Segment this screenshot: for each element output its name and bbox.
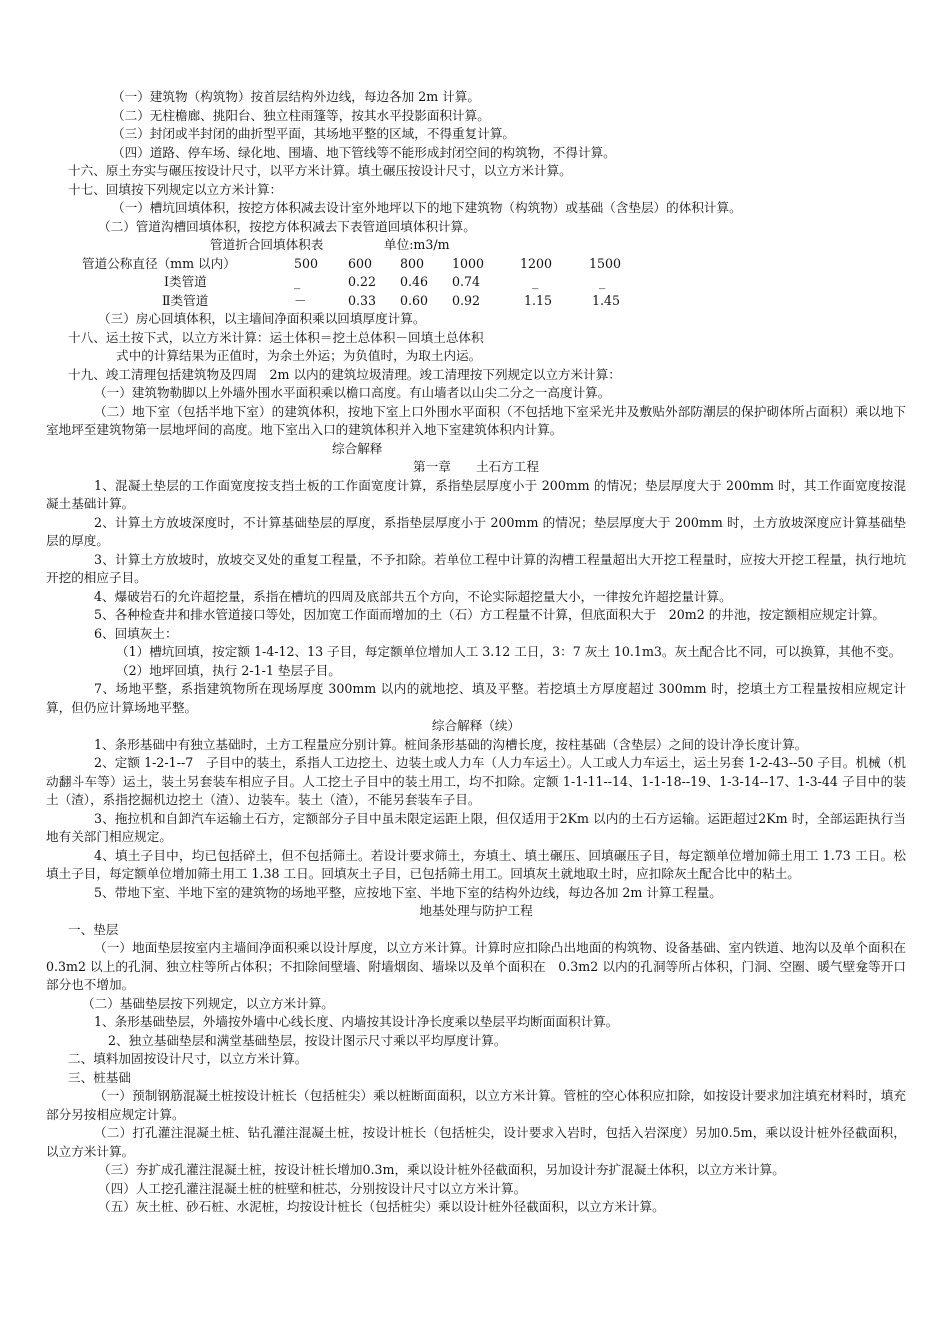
section-1-item-2a: 1、条形基础垫层，外墙按外墙中心线长度、内墙按其设计净长度乘以垫层平均断面面积计算。	[94, 1014, 619, 1029]
clause-3: （三）封闭或半封闭的曲折型平面，其场地平整的区域，不得重复计算。	[112, 126, 515, 141]
clause-1: （一）建筑物（构筑物）按首层结构外边线，每边各加 2m 计算。	[112, 89, 480, 104]
table-unit: 单位:m3/m	[384, 237, 450, 252]
item-18: 十八、运土按下式，以立方米计算：运土体积＝挖土总体积－回填土总体积	[68, 329, 484, 345]
section-3-item-1: （一）预制钢筋混凝土桩按设计桩长（包括桩尖）乘以桩断面面积，以立方米计算。管桩的空心体积应扣除，如按设计要求加注填充材料时，填充部分另按相应规定计算。	[46, 1088, 906, 1122]
table-header-cell: 600	[348, 255, 373, 271]
table-row	[46, 273, 906, 292]
explanation-item: 6、回填灰土：	[94, 625, 178, 641]
clause-2: （二）无柱檐廊、挑阳台、独立柱雨篷等，按其水平投影面积计算。	[112, 107, 490, 123]
chapter-heading: 第一章 土石方工程	[413, 459, 539, 474]
explanation-item: 2、定额 1-2-1--7 子目中的装土，系指人工边挖土、边装土或人力车（人力车运土）。人工或人力车运土，运土另套 1-2-43--50 子目。机械（机动翻斗车等）运土，装土另套装车相应子目。人工挖土子目中的装土用工，均不扣除。定额 1-1-11--14、1-1-18--19、1-3-14--17、1-3-44 子目中的装土（渣），系指挖掘机边挖土（渣）、边装车。装土（渣），不能另套装车子目。	[46, 755, 906, 807]
explanation-item: 1、条形基础中有独立基础时，土方工程量应分别计算。桩间条形基础的沟槽长度，按柱基础（含垫层）之间的设计净长度计算。	[94, 736, 808, 752]
table-cell: 0.46	[400, 274, 429, 289]
table-cell: 0.74	[452, 274, 481, 289]
section-3-item-2: （二）打孔灌注混凝土桩、钻孔灌注混凝土桩，按设计桩长（包括桩尖，设计要求入岩时，包括入岩深度）另加0.5m，乘以设计桩外径截面积，以立方米计算。	[46, 1125, 906, 1159]
section-1-item-2: （二）基础垫层按下列规定，以立方米计算。	[82, 995, 334, 1011]
explanation-item: 3、计算土方放坡时，放坡交叉处的重复工程量，不予扣除。若单位工程中计算的沟槽工程量超出大开挖工程量时，应按大开挖工程量，执行地坑开挖的相应子目。	[46, 551, 906, 585]
section-1-item-1: （一）地面垫层按室内主墙间净面积乘以设计厚度，以立方米计算。计算时应扣除凸出地面的构筑物、设备基础、室内铁道、地沟以及单个面积在 0.3m2 以上的孔洞、独立柱等所占体积；不扣除间壁墙、附墙烟囱、墙垛以及单个面积在 0.3m2 以内的孔洞等所占体积，门洞、空圈、暖气壁龛等开口部分也不增加。	[46, 940, 906, 992]
item-17-1: （一）槽坑回填体积，按挖方体积减去设计室外地坪以下的地下建筑物（构筑物）或基础（含垫层）的体积计算。	[112, 200, 742, 215]
table-cell: Ⅰ类管道	[164, 274, 207, 289]
table-cell: 0.60	[400, 292, 429, 308]
explanation-item: 7、场地平整，系指建筑物所在现场厚度 300mm 以内的就地挖、填及平整。若挖填土方厚度超过 300mm 时，挖填土方工程量按相应规定计算，但仍应计算场地平整。	[46, 681, 906, 715]
table-cell: 1.15	[524, 292, 553, 308]
section-3-item-3: （三）夯扩成孔灌注混凝土桩，按设计桩长增加0.3m，乘以设计桩外径截面积，另加设计夯扩混凝土体积，以立方米计算。	[98, 1162, 785, 1177]
table-cell: 1.45	[592, 292, 621, 308]
item-18-note: 式中的计算结果为正值时，为余土外运；为负值时，为取土内运。	[116, 348, 482, 363]
section-heading-foundation: 地基处理与防护工程	[419, 903, 533, 918]
explanation-item: 4、爆破岩石的允许超挖量，系指在槽坑的四周及底部共五个方向，不论实际超挖量大小，一律按允许超挖量计算。	[94, 588, 732, 604]
table-header-cell: 1200	[520, 255, 553, 271]
section-2-title: 二、填料加固按设计尺寸，以立方米计算。	[68, 1051, 308, 1066]
item-17: 十七、回填按下列规定以立方米计算：	[68, 181, 283, 197]
table-cell: _	[294, 274, 301, 289]
table-title: 管道折合回填体积表	[210, 237, 324, 252]
explanation-item: 3、拖拉机和自卸汽车运输土石方，定额部分子目中虽未限定运距上限，但仅适用于2Km 以内的土石方运输。运距超过2Km 时，全部运距执行当地有关部门相应规定。	[46, 810, 906, 844]
explanation-item: 4、填土子目中，均已包括碎土，但不包括筛土。若设计要求筛土，夯填土、填土碾压、回填碾压子目，每定额单位增加筛土用工 1.73 工日。松填土子目，每定额单位增加筛土用工 1.38 工日。回填灰土子目，已包括筛土用工。回填灰土就地取土时，应扣除灰土配合比中的粘土。	[46, 847, 906, 881]
clause-4: （四）道路、停车场、绿化地、围墙、地下管线等不能形成封闭空间的构筑物，不得计算。	[112, 144, 616, 160]
section-heading-continued: 综合解释（续）	[431, 718, 521, 733]
table-title-row	[46, 236, 906, 255]
item-17-3: （三）房心回填体积，以主墙间净面积乘以回填厚度计算。	[98, 311, 426, 326]
table-cell: 0.22	[348, 274, 377, 289]
explanation-item: 2、计算土方放坡深度时，不计算基础垫层的厚度，系指垫层厚度小于 200mm 的情况；垫层厚度大于 200mm 时，土方放坡深度应计算基础垫层的厚度。	[46, 514, 906, 548]
table-cell: _	[599, 274, 606, 289]
table-cell: －	[294, 292, 307, 308]
explanation-subitem: （1）槽坑回填，按定额 1-4-12、13 子目，每定额单位增加人工 3.12 工日，3：7 灰土 10.1m3。灰土配合比不同，可以换算，其他不变。	[116, 644, 902, 659]
explanation-item: 1、混凝土垫层的工作面宽度按支挡土板的工作面宽度计算，系指垫层厚度小于 200mm 的情况；垫层厚度大于 200mm 时，其工作面宽度按混凝土基础计算。	[46, 477, 906, 511]
item-17-2: （二）管道沟槽回填体积，按挖方体积减去下表管道回填体积计算。	[98, 218, 476, 234]
explanation-subitem: （2）地坪回填，执行 2-1-1 垫层子目。	[116, 662, 341, 678]
table-header-cell: 800	[400, 255, 425, 271]
explanation-item: 5、带地下室、半地下室的建筑物的场地平整，应按地下室、半地下室的结构外边线，每边各加 2m 计算工程量。	[94, 884, 722, 900]
table-row	[46, 292, 906, 311]
section-3-title: 三、桩基础	[68, 1069, 131, 1085]
table-header-row	[46, 255, 906, 274]
table-cell: 0.33	[348, 292, 377, 308]
table-header-cell: 管道公称直径（mm 以内）	[82, 255, 236, 271]
item-19-2: （二）地下室（包括半地下室）的建筑体积，按地下室上口外围水平面积（不包括地下室采光井及敷贴外部防潮层的保护砌体所占面积）乘以地下室地坪至建筑物第一层地坪间的高度。地下室出入口的建筑体积并入地下室建筑体积内计算。	[46, 403, 906, 437]
table-header-cell: 500	[294, 255, 319, 271]
item-16: 十六、原土夯实与碾压按设计尺寸，以平方米计算。填土碾压按设计尺寸，以立方米计算。	[68, 163, 572, 178]
table-header-cell: 1500	[589, 255, 622, 271]
explanation-item: 5、各种检查井和排水管道接口等处，因加宽工作面而增加的土（石）方工程量不计算，但底面积大于 20m2 的井池，按定额相应规定计算。	[94, 607, 886, 622]
section-1-item-2b: 2、独立基础垫层和满堂基础垫层，按设计图示尺寸乘以平均厚度计算。	[108, 1032, 507, 1048]
section-1-title: 一、垫层	[68, 921, 119, 937]
section-3-item-4: （四）人工挖孔灌注混凝土桩的桩壁和桩芯，分别按设计尺寸以立方米计算。	[98, 1180, 527, 1196]
section-3-item-5: （五）灰土桩、砂石桩、水泥桩，均按设计桩长（包括桩尖）乘以设计桩外径截面积，以立方米计算。	[98, 1199, 665, 1214]
item-19: 十九、竣工清理包括建筑物及四周 2m 以内的建筑垃圾清理。竣工清理按下列规定以立方米计算：	[68, 366, 621, 382]
table-cell: Ⅱ类管道	[162, 292, 209, 308]
section-heading: 综合解释	[332, 440, 383, 456]
item-19-1: （一）建筑物勒脚以上外墙外围水平面积乘以檐口高度。有山墙者以山尖二分之一高度计算。	[94, 385, 611, 400]
table-header-cell: 1000	[452, 255, 485, 271]
table-cell: _	[532, 274, 539, 289]
table-cell: 0.92	[452, 292, 481, 308]
